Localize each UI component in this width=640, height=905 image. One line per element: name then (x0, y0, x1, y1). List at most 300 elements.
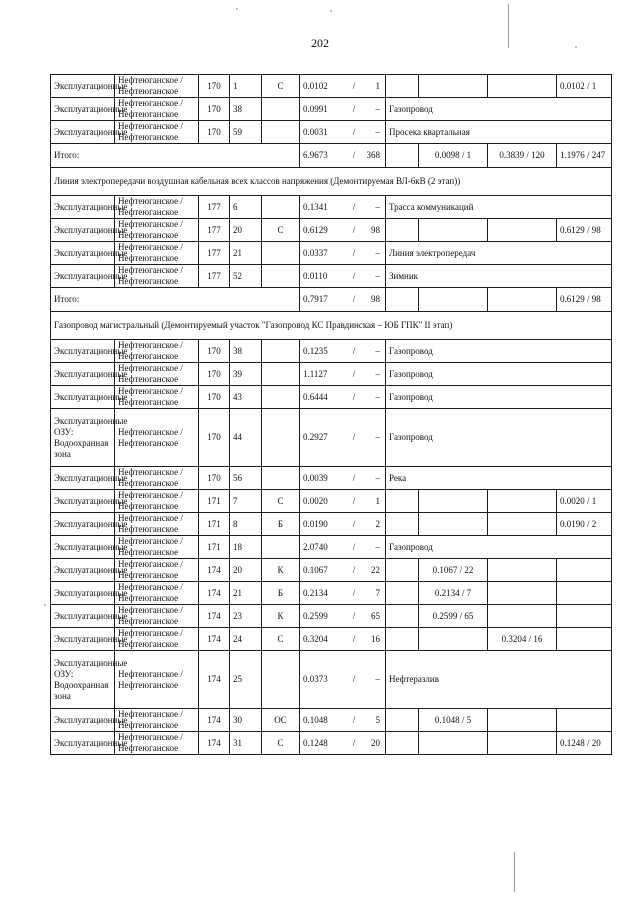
col10-cell (557, 559, 612, 582)
table-row (51, 265, 612, 288)
area-value: 0.0110 (303, 270, 328, 281)
col8-cell (419, 490, 488, 513)
table-body (51, 75, 612, 755)
area-cell (300, 409, 386, 467)
area-value: 0.0039 (303, 472, 328, 483)
scan-dot (44, 604, 46, 606)
lesnichestvo-cell: Нефтеюганское / Нефтеюганское (115, 409, 199, 467)
area-count: 1 (375, 80, 380, 91)
category-cell: Эксплуатационные (51, 363, 115, 386)
col9-cell: 0.3839 / 120 (488, 144, 557, 168)
col7-cell (386, 219, 419, 242)
area-cell (300, 651, 386, 709)
area-value: 0.2134 (303, 587, 328, 598)
table-row (51, 732, 612, 755)
lesnichestvo-cell: Нефтеюганское / Нефтеюганское (115, 605, 199, 628)
kvartal-cell: 177 (199, 219, 230, 242)
col10-cell: 0.0020 / 1 (557, 490, 612, 513)
scan-dot (575, 46, 577, 48)
area-value: 1.1127 (303, 368, 328, 379)
area-count: 20 (371, 737, 380, 748)
area-cell (300, 628, 386, 651)
area-value: 0.0102 (303, 80, 328, 91)
col7-cell (386, 144, 419, 168)
category-cell: Эксплуатационные (51, 536, 115, 559)
total-row (51, 288, 612, 312)
col10-cell: 0.0190 / 2 (557, 513, 612, 536)
area-count: 1 (375, 495, 380, 506)
table-row (51, 386, 612, 409)
area-separator: / (352, 368, 356, 379)
vydel-cell: 38 (230, 340, 262, 363)
area-cell (300, 242, 386, 265)
col10-cell: 1.1976 / 247 (557, 144, 612, 168)
col10-cell (557, 605, 612, 628)
area-cell (300, 219, 386, 242)
vydel-cell: 31 (230, 732, 262, 755)
purpose-cell: Газопровод (386, 363, 612, 386)
type-cell: С (262, 75, 300, 98)
purpose-cell: Газопровод (386, 409, 612, 467)
area-value: 0.1341 (303, 201, 328, 212)
col9-cell (488, 288, 557, 312)
area-value: 0.0020 (303, 495, 328, 506)
area-separator: / (352, 610, 356, 621)
forest-plot-table (50, 74, 612, 755)
kvartal-cell: 174 (199, 628, 230, 651)
table-row (51, 340, 612, 363)
area-value: 0.0190 (303, 518, 328, 529)
total-row (51, 144, 612, 168)
vydel-cell: 39 (230, 363, 262, 386)
col9-cell (488, 559, 557, 582)
vydel-cell: 21 (230, 242, 262, 265)
col9-cell (488, 732, 557, 755)
kvartal-cell: 170 (199, 98, 230, 121)
lesnichestvo-cell: Нефтеюганское / Нефтеюганское (115, 513, 199, 536)
area-value: 0.1067 (303, 564, 328, 575)
col7-cell (386, 582, 419, 605)
lesnichestvo-cell: Нефтеюганское / Нефтеюганское (115, 363, 199, 386)
category-cell: Эксплуатационные (51, 559, 115, 582)
area-count: 98 (371, 294, 380, 304)
vydel-cell: 1 (230, 75, 262, 98)
vydel-cell: 8 (230, 513, 262, 536)
purpose-cell: Газопровод (386, 386, 612, 409)
kvartal-cell: 177 (199, 242, 230, 265)
vydel-cell: 59 (230, 121, 262, 144)
area-separator: / (352, 587, 356, 598)
lesnichestvo-cell: Нефтеюганское / Нефтеюганское (115, 386, 199, 409)
area-cell (300, 605, 386, 628)
table-row (51, 242, 612, 265)
area-separator: / (352, 247, 356, 258)
area-cell (300, 340, 386, 363)
lesnichestvo-cell: Нефтеюганское / Нефтеюганское (115, 709, 199, 732)
area-value: 0.1248 (303, 737, 328, 748)
area-count: – (375, 103, 380, 114)
col7-cell (386, 559, 419, 582)
category-cell: Эксплуатационные (51, 732, 115, 755)
table-row (51, 559, 612, 582)
area-separator: / (352, 150, 356, 160)
vydel-cell: 38 (230, 98, 262, 121)
col7-cell (386, 490, 419, 513)
category-cell: Эксплуатационные (51, 219, 115, 242)
type-cell (262, 651, 300, 709)
type-cell (262, 98, 300, 121)
col9-cell (488, 490, 557, 513)
col8-cell: 0.0098 / 1 (419, 144, 488, 168)
lesnichestvo-cell: Нефтеюганское / Нефтеюганское (115, 490, 199, 513)
category-cell: Эксплуатационные (51, 242, 115, 265)
area-cell (300, 196, 386, 219)
category-cell: Эксплуатационные (51, 513, 115, 536)
area-separator: / (352, 294, 356, 304)
purpose-cell: Просека квартальная (386, 121, 612, 144)
area-cell (300, 582, 386, 605)
vydel-cell: 25 (230, 651, 262, 709)
area-value: 0.1048 (303, 714, 328, 725)
area-value: 0.0337 (303, 247, 328, 258)
kvartal-cell: 174 (199, 582, 230, 605)
category-cell: Эксплуатационные (51, 386, 115, 409)
area-separator: / (352, 201, 356, 212)
type-cell (262, 196, 300, 219)
col7-cell (386, 513, 419, 536)
area-cell (300, 386, 386, 409)
purpose-cell: Река (386, 467, 612, 490)
section-row (51, 312, 612, 340)
lesnichestvo-cell: Нефтеюганское / Нефтеюганское (115, 219, 199, 242)
vydel-cell: 43 (230, 386, 262, 409)
area-cell (300, 363, 386, 386)
vydel-cell: 20 (230, 559, 262, 582)
type-cell: С (262, 219, 300, 242)
area-count: – (375, 201, 380, 212)
lesnichestvo-cell: Нефтеюганское / Нефтеюганское (115, 196, 199, 219)
table-row (51, 490, 612, 513)
col8-cell: 0.2599 / 65 (419, 605, 488, 628)
kvartal-cell: 177 (199, 196, 230, 219)
lesnichestvo-cell: Нефтеюганское / Нефтеюганское (115, 559, 199, 582)
kvartal-cell: 170 (199, 121, 230, 144)
col7-cell (386, 628, 419, 651)
lesnichestvo-cell: Нефтеюганское / Нефтеюганское (115, 732, 199, 755)
purpose-cell: Нефтеразлив (386, 651, 612, 709)
type-cell (262, 242, 300, 265)
section-title: Линия электропередачи воздушная кабельная всех классов напряжения (Демонтируемая ВЛ-6кВ (2 этап)) (51, 168, 612, 196)
table-row (51, 409, 612, 467)
area-cell (300, 732, 386, 755)
area-count: – (375, 541, 380, 552)
lesnichestvo-cell: Нефтеюганское / Нефтеюганское (115, 340, 199, 363)
area-count: – (375, 126, 380, 137)
col9-cell (488, 219, 557, 242)
area-cell (300, 467, 386, 490)
col10-cell (557, 709, 612, 732)
area-cell (300, 121, 386, 144)
col8-cell: 0.1067 / 22 (419, 559, 488, 582)
table-row (51, 582, 612, 605)
area-separator: / (352, 224, 356, 235)
table-row (51, 628, 612, 651)
area-separator: / (352, 345, 356, 356)
area-separator: / (352, 737, 356, 748)
lesnichestvo-cell: Нефтеюганское / Нефтеюганское (115, 75, 199, 98)
area-separator: / (352, 126, 356, 137)
table-row (51, 605, 612, 628)
lesnichestvo-cell: Нефтеюганское / Нефтеюганское (115, 651, 199, 709)
category-cell: Эксплуатационные (51, 467, 115, 490)
area-count: 368 (366, 150, 380, 160)
area-separator: / (352, 564, 356, 575)
area-count: – (375, 472, 380, 483)
table-row (51, 363, 612, 386)
category-cell: Эксплуатационные (51, 709, 115, 732)
category-cell: Эксплуатационные (51, 121, 115, 144)
area-value: 6.9673 (303, 150, 328, 160)
kvartal-cell: 174 (199, 709, 230, 732)
lesnichestvo-cell: Нефтеюганское / Нефтеюганское (115, 582, 199, 605)
area-value: 2.0740 (303, 541, 328, 552)
area-separator: / (352, 391, 356, 402)
total-label: Итого: (51, 288, 300, 312)
area-separator: / (352, 674, 356, 684)
category-cell: Эксплуатационные ОЗУ: Водоохранная зона (51, 651, 115, 709)
kvartal-cell: 170 (199, 386, 230, 409)
vydel-cell: 52 (230, 265, 262, 288)
table-row (51, 709, 612, 732)
area-count: – (375, 368, 380, 379)
section-title: Газопровод магистральный (Демонтируемый участок "Газопровод КС Правдинская – ЮБ ГПК" II этап) (51, 312, 612, 340)
col9-cell (488, 513, 557, 536)
area-cell (300, 98, 386, 121)
area-separator: / (352, 714, 356, 725)
table-row (51, 467, 612, 490)
category-cell: Эксплуатационные (51, 490, 115, 513)
area-count: – (375, 391, 380, 402)
type-cell (262, 467, 300, 490)
area-separator: / (352, 432, 356, 442)
area-count: – (375, 674, 380, 684)
col10-cell: 0.1248 / 20 (557, 732, 612, 755)
purpose-cell: Линия электропередач (386, 242, 612, 265)
kvartal-cell: 170 (199, 467, 230, 490)
type-cell: С (262, 628, 300, 651)
category-cell: Эксплуатационные (51, 340, 115, 363)
kvartal-cell: 174 (199, 651, 230, 709)
area-count: 65 (371, 610, 380, 621)
kvartal-cell: 177 (199, 265, 230, 288)
area-cell (300, 513, 386, 536)
category-cell: Эксплуатационные (51, 196, 115, 219)
page-number: 202 (311, 36, 329, 50)
area-separator: / (352, 103, 356, 114)
col7-cell (386, 709, 419, 732)
vydel-cell: 30 (230, 709, 262, 732)
scan-mark (514, 852, 515, 892)
col9-cell (488, 75, 557, 98)
area-value: 0.7917 (303, 294, 328, 304)
col7-cell (386, 605, 419, 628)
table-row (51, 536, 612, 559)
col8-cell (419, 513, 488, 536)
col8-cell: 0.2134 / 7 (419, 582, 488, 605)
area-value: 0.6129 (303, 224, 328, 235)
col7-cell (386, 732, 419, 755)
vydel-cell: 20 (230, 219, 262, 242)
area-cell (300, 144, 386, 168)
type-cell (262, 409, 300, 467)
kvartal-cell: 174 (199, 732, 230, 755)
category-cell: Эксплуатационные (51, 265, 115, 288)
kvartal-cell: 174 (199, 559, 230, 582)
purpose-cell: Трасса коммуникаций (386, 196, 612, 219)
area-separator: / (352, 270, 356, 281)
purpose-cell: Зимник (386, 265, 612, 288)
type-cell (262, 536, 300, 559)
area-separator: / (352, 472, 356, 483)
lesnichestvo-cell: Нефтеюганское / Нефтеюганское (115, 242, 199, 265)
area-separator: / (352, 541, 356, 552)
type-cell: К (262, 559, 300, 582)
scan-dot (330, 10, 332, 12)
area-value: 0.0031 (303, 126, 328, 137)
area-cell (300, 288, 386, 312)
scan-mark (508, 4, 509, 48)
purpose-cell: Газопровод (386, 98, 612, 121)
lesnichestvo-cell: Нефтеюганское / Нефтеюганское (115, 98, 199, 121)
col10-cell: 0.6129 / 98 (557, 288, 612, 312)
area-count: 7 (375, 587, 380, 598)
area-cell (300, 709, 386, 732)
lesnichestvo-cell: Нефтеюганское / Нефтеюганское (115, 265, 199, 288)
area-value: 0.2927 (303, 432, 328, 442)
table-row (51, 121, 612, 144)
table-row (51, 98, 612, 121)
category-cell: Эксплуатационные (51, 628, 115, 651)
col7-cell (386, 288, 419, 312)
area-value: 0.2599 (303, 610, 328, 621)
type-cell: Б (262, 513, 300, 536)
col8-cell (419, 628, 488, 651)
purpose-cell: Газопровод (386, 340, 612, 363)
col9-cell (488, 582, 557, 605)
area-count: – (375, 270, 380, 281)
kvartal-cell: 170 (199, 409, 230, 467)
area-count: 22 (371, 564, 380, 575)
category-cell: Эксплуатационные (51, 75, 115, 98)
area-count: – (375, 432, 380, 442)
area-value: 0.6444 (303, 391, 328, 402)
vydel-cell: 18 (230, 536, 262, 559)
type-cell: С (262, 732, 300, 755)
table-row (51, 196, 612, 219)
area-count: 2 (375, 518, 380, 529)
vydel-cell: 56 (230, 467, 262, 490)
type-cell: Б (262, 582, 300, 605)
type-cell (262, 121, 300, 144)
kvartal-cell: 174 (199, 605, 230, 628)
area-cell (300, 265, 386, 288)
category-cell: Эксплуатационные (51, 582, 115, 605)
kvartal-cell: 170 (199, 75, 230, 98)
lesnichestvo-cell: Нефтеюганское / Нефтеюганское (115, 467, 199, 490)
kvartal-cell: 170 (199, 340, 230, 363)
vydel-cell: 24 (230, 628, 262, 651)
area-separator: / (352, 518, 356, 529)
col8-cell: 0.1048 / 5 (419, 709, 488, 732)
table-row (51, 219, 612, 242)
area-count: – (375, 345, 380, 356)
section-row (51, 168, 612, 196)
area-separator: / (352, 633, 356, 644)
area-count: 16 (371, 633, 380, 644)
col8-cell (419, 75, 488, 98)
area-separator: / (352, 80, 356, 91)
type-cell: К (262, 605, 300, 628)
col9-cell (488, 605, 557, 628)
lesnichestvo-cell: Нефтеюганское / Нефтеюганское (115, 628, 199, 651)
type-cell (262, 265, 300, 288)
col9-cell: 0.3204 / 16 (488, 628, 557, 651)
area-value: 0.3204 (303, 633, 328, 644)
total-label: Итого: (51, 144, 300, 168)
kvartal-cell: 171 (199, 536, 230, 559)
area-cell (300, 559, 386, 582)
vydel-cell: 44 (230, 409, 262, 467)
lesnichestvo-cell: Нефтеюганское / Нефтеюганское (115, 121, 199, 144)
kvartal-cell: 170 (199, 363, 230, 386)
col8-cell (419, 732, 488, 755)
area-cell (300, 75, 386, 98)
scan-dot (236, 8, 238, 10)
col8-cell (419, 219, 488, 242)
type-cell (262, 386, 300, 409)
area-count: – (375, 247, 380, 258)
lesnichestvo-cell: Нефтеюганское / Нефтеюганское (115, 536, 199, 559)
category-cell: Эксплуатационные (51, 98, 115, 121)
col10-cell: 0.0102 / 1 (557, 75, 612, 98)
type-cell (262, 340, 300, 363)
col9-cell (488, 709, 557, 732)
area-value: 0.0991 (303, 103, 328, 114)
col7-cell (386, 75, 419, 98)
vydel-cell: 21 (230, 582, 262, 605)
col8-cell (419, 288, 488, 312)
vydel-cell: 23 (230, 605, 262, 628)
area-count: 5 (375, 714, 380, 725)
kvartal-cell: 171 (199, 490, 230, 513)
type-cell: С (262, 490, 300, 513)
category-cell: Эксплуатационные ОЗУ: Водоохранная зона (51, 409, 115, 467)
col10-cell (557, 628, 612, 651)
col10-cell: 0.6129 / 98 (557, 219, 612, 242)
type-cell (262, 363, 300, 386)
area-cell (300, 536, 386, 559)
vydel-cell: 6 (230, 196, 262, 219)
area-count: 98 (371, 224, 380, 235)
purpose-cell: Газопровод (386, 536, 612, 559)
table-row (51, 513, 612, 536)
col10-cell (557, 582, 612, 605)
table-row (51, 75, 612, 98)
area-separator: / (352, 495, 356, 506)
kvartal-cell: 171 (199, 513, 230, 536)
table-row (51, 651, 612, 709)
category-cell: Эксплуатационные (51, 605, 115, 628)
